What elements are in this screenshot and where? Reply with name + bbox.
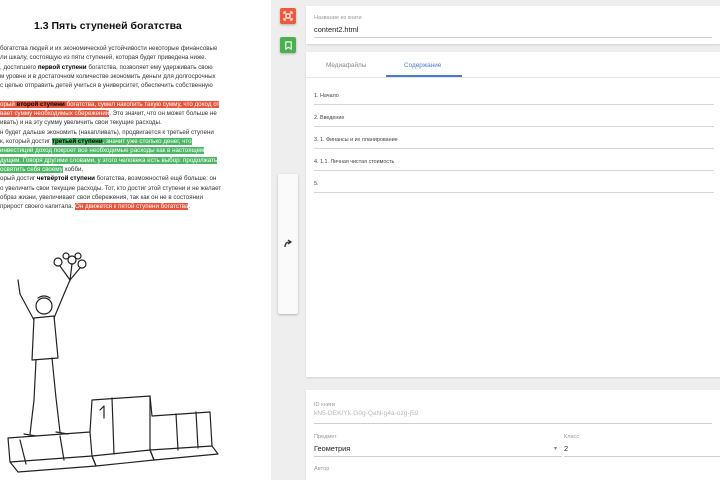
body-text: , достигшего xyxy=(0,63,38,71)
class-select[interactable]: 2 xyxy=(564,444,569,453)
highlighted-text: богатства, сумел накопить такую сумму, что доход от xyxy=(64,100,220,108)
body-text: м уровне и в достаточном количестве экономить деньги для долгосрочных xyxy=(0,72,216,80)
tab-contents[interactable]: Содержание xyxy=(404,62,442,69)
document-line xyxy=(0,193,203,202)
body-text: о увеличить свои текущие расходы. Тот, кто достиг этой ступени и не желает xyxy=(0,184,222,192)
tabs-divider xyxy=(306,77,720,78)
body-text: н будет дальше экономить (накапливать), продвигается к третьей ступени xyxy=(0,128,214,136)
toc-item-text: 4. 1.1. Личная чистая стоимость xyxy=(314,159,395,165)
document-line xyxy=(0,165,83,174)
toc-item-text: 5. xyxy=(314,181,319,187)
frame-select-icon xyxy=(283,11,293,21)
document-line xyxy=(0,44,217,53)
document-line xyxy=(0,156,217,165)
body-text: с целью отправить детей учиться в университет, обеспечить собственную xyxy=(0,82,213,90)
body-text: хобби. xyxy=(62,165,84,173)
document-line xyxy=(0,202,190,211)
toc-item-underline xyxy=(314,170,714,171)
toc-item-underline xyxy=(314,126,714,127)
body-text: образ жизни, увеличивает свои сбережения, так как он не в состоянии xyxy=(0,193,203,201)
file-name-underline xyxy=(314,37,712,38)
highlighted-text: вает сумму необходимых сбережений xyxy=(0,110,110,118)
toc-item[interactable] xyxy=(314,156,714,176)
document-preview xyxy=(0,0,271,480)
highlighted-text: второй ступени xyxy=(16,100,65,108)
redo-arrow-icon xyxy=(283,239,293,249)
highlighted-text: инвестиций доход покроет все необходимые расходы как в настоящем xyxy=(0,147,205,155)
redo-button[interactable] xyxy=(278,174,298,314)
file-name-panel xyxy=(306,6,720,44)
toc-item[interactable] xyxy=(314,134,714,154)
highlighted-text: дущем. Говоря другими словами, у этого человека есть выбор: продолжать xyxy=(0,156,218,164)
body-text: . xyxy=(188,203,191,211)
body-text: к, который достиг xyxy=(0,138,52,145)
book-id-label: ID книги xyxy=(314,402,335,408)
body-text: ивать) и на эту сумму увеличить свои текущие расходы. xyxy=(0,119,162,127)
document-line xyxy=(0,146,204,155)
toc-item[interactable] xyxy=(314,112,714,132)
subject-dropdown-icon[interactable]: ▾ xyxy=(554,446,558,452)
document-line xyxy=(0,118,162,127)
winner-podium-illustration xyxy=(0,250,250,480)
subject-label: Предмет xyxy=(314,434,337,440)
book-id-underline xyxy=(314,423,712,424)
body-text: богатства, позволяет ему удерживать свою xyxy=(86,63,213,71)
highlighted-text: , значит уже столько денег, что xyxy=(102,138,192,145)
toc-item-underline xyxy=(314,192,714,193)
tabs-panel xyxy=(306,52,720,377)
body-text: богатства людей и их экономической устойчивости некоторые финансовые xyxy=(0,45,218,52)
bookmark-icon xyxy=(284,41,293,50)
body-text: орый достиг xyxy=(0,175,37,183)
frame-select-button[interactable] xyxy=(280,8,296,24)
body-text: первой ступени xyxy=(37,63,87,71)
body-text: прирост своего капитала. xyxy=(0,203,76,211)
class-label: Класс xyxy=(564,434,580,440)
highlighted-text: орый xyxy=(0,100,17,108)
class-underline xyxy=(564,456,720,457)
toc-item[interactable] xyxy=(314,90,714,110)
document-line xyxy=(0,100,219,109)
document-line xyxy=(0,174,216,183)
subject-select[interactable]: Геометрия xyxy=(314,444,351,453)
author-label: Автор xyxy=(314,466,330,472)
tab-media[interactable]: Медиафайлы xyxy=(326,62,367,69)
toc-item-text: 2. Введение xyxy=(314,115,345,121)
document-line xyxy=(0,53,206,62)
toc-item-text: 1. Начало xyxy=(314,93,339,99)
book-meta-panel xyxy=(306,390,720,480)
document-title: 1.3 Пять ступеней богатства xyxy=(34,20,182,32)
body-text: . Это значит, что он может больше не xyxy=(109,110,217,118)
document-line xyxy=(0,128,214,137)
subject-underline xyxy=(314,456,562,457)
body-text: четвёртой ступени xyxy=(36,175,95,183)
document-line xyxy=(0,63,213,72)
toc-item-underline xyxy=(314,148,714,149)
toc-item-underline xyxy=(314,104,714,105)
body-text: богатства, возможностей ещё больше: он xyxy=(94,175,217,183)
document-line xyxy=(0,72,216,81)
document-line xyxy=(0,81,213,90)
file-name-label: Название из книги xyxy=(314,15,362,21)
body-text: ли шкалу, состоящую из пяти ступеней, которая будет приведена ниже. xyxy=(0,54,207,62)
highlighted-text: третьей ступени xyxy=(51,138,103,145)
highlighted-text: освятить себя своему xyxy=(0,165,63,173)
file-name-input[interactable]: content2.html xyxy=(314,25,359,34)
toc-item[interactable] xyxy=(314,178,714,198)
bookmark-button[interactable] xyxy=(280,37,296,53)
book-id-value: kN5-DEK/Yk-G0g-QaN-g4a-ozg-j59 xyxy=(314,410,419,417)
document-line xyxy=(0,184,221,193)
toc-item-text: 3. 1. Финансы и их планирование xyxy=(314,137,398,143)
document-line xyxy=(0,137,192,146)
highlighted-text: Он движется к пятой ступени богатства xyxy=(75,203,189,211)
document-line xyxy=(0,109,217,118)
